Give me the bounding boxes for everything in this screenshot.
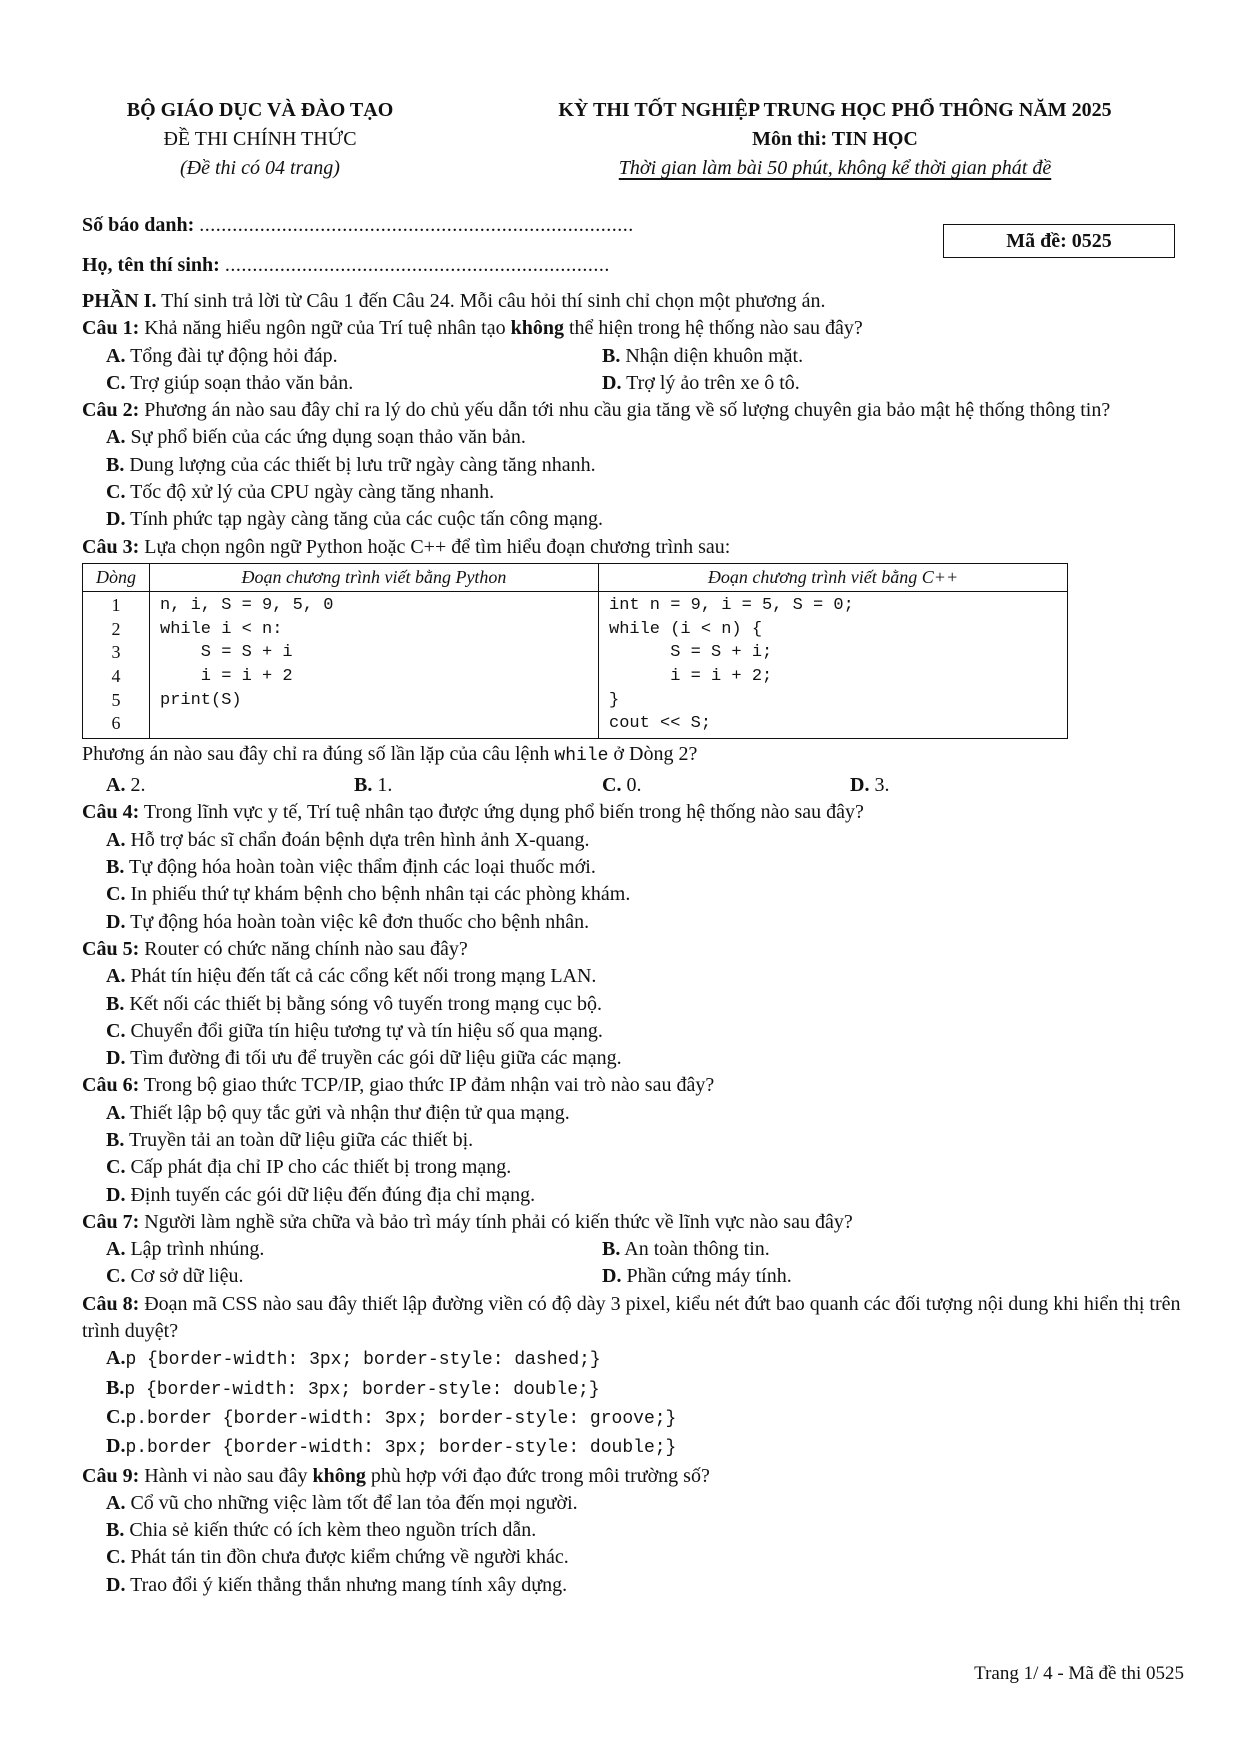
part1-label: PHẦN I.	[82, 290, 157, 312]
question-label: Câu 1:	[82, 317, 140, 340]
part1-text: Thí sinh trả lời từ Câu 1 đến Câu 24. Mỗi câu hỏi thí sinh chỉ chọn một phương án.	[156, 290, 826, 312]
option-c: C. Phát tán tin đồn chưa được kiểm chứng về người khác.	[106, 1546, 569, 1569]
ministry-name: BỘ GIÁO DỤC VÀ ĐÀO TẠO	[126, 99, 394, 121]
question-emphasis: không	[312, 1464, 366, 1487]
css-code: p.border {border-width: 3px; border-style: groove;}	[125, 1408, 677, 1429]
option-d: D. Tự động hóa hoàn toàn việc kê đơn thuốc cho bệnh nhân.	[106, 910, 590, 933]
option-b: B. Truyền tải an toàn dữ liệu giữa các thiết bị.	[106, 1128, 474, 1151]
option-a: A. Hỗ trợ bác sĩ chẩn đoán bệnh dựa trên hình ảnh X-quang.	[106, 828, 590, 851]
question-text: Khả năng hiểu ngôn ngữ của Trí tuệ nhân tạo	[139, 317, 511, 340]
option-a: A. Thiết lập bộ quy tắc gửi và nhận thư điện tử qua mạng.	[106, 1101, 570, 1124]
option-c: C. Chuyển đổi giữa tín hiệu tương tự và tín hiệu số qua mạng.	[106, 1019, 603, 1042]
table-header-row	[83, 563, 1068, 591]
question-3-options	[82, 772, 1182, 799]
option-c: C. In phiếu thứ tự khám bệnh cho bệnh nhân tại các phòng khám.	[106, 883, 631, 906]
option-d: D. Định tuyến các gói dữ liệu đến đúng địa chỉ mạng.	[106, 1183, 536, 1206]
option-a: A. Cổ vũ cho những việc làm tốt để lan tỏa đến mọi người.	[106, 1491, 578, 1514]
option-c: C. Cơ sở dữ liệu.	[106, 1265, 244, 1288]
question-label: Câu 6:	[82, 1074, 140, 1097]
option-b: B. An toàn thông tin.	[602, 1238, 770, 1261]
question-text: Phương án nào sau đây chỉ ra lý do chủ yếu dẫn tới nhu cầu gia tăng về số lượng chuyên gia bảo mật hệ thống thông tin?	[139, 399, 1111, 422]
option-b: B. Kết nối các thiết bị bằng sóng vô tuyến trong mạng cục bộ.	[106, 992, 603, 1015]
question-label: Câu 2:	[82, 399, 140, 422]
question-1-options	[82, 343, 1182, 370]
exam-title: KỲ THI TỐT NGHIỆP TRUNG HỌC PHỔ THÔNG NĂM 2025	[558, 99, 1112, 121]
option-a: A.p {border-width: 3px; border-style: dashed;}	[106, 1347, 601, 1371]
option-a: A. 2.	[106, 774, 146, 797]
candidate-name-label: Họ, tên thí sinh:	[82, 254, 225, 276]
option-c: C. 0.	[602, 774, 642, 797]
candidate-number-dots: ...............................................................................	[199, 214, 634, 236]
question-4	[82, 799, 1182, 826]
inline-code: while	[554, 745, 609, 766]
css-code: p {border-width: 3px; border-style: double;}	[124, 1379, 600, 1400]
option-b: B.p {border-width: 3px; border-style: double;}	[106, 1376, 600, 1400]
exam-code-box: Mã đề: 0525	[943, 224, 1175, 258]
question-text: Trong bộ giao thức TCP/IP, giao thức IP đảm nhận vai trò nào sau đây?	[139, 1074, 715, 1097]
option-b: B. Nhận diện khuôn mặt.	[602, 344, 804, 367]
question-1	[82, 315, 1182, 342]
option-b: B. Tự động hóa hoàn toàn việc thẩm định các loại thuốc mới.	[106, 856, 596, 879]
option-d: D. Phần cứng máy tính.	[602, 1265, 792, 1288]
option-a: A. Lập trình nhúng.	[106, 1238, 265, 1261]
question-text: Đoạn mã CSS nào sau đây thiết lập đường viền có độ dày 3 pixel, kiểu nét đứt bao quanh các đối tượng nội dung khi hiển thị trên trình duyệt?	[82, 1292, 1181, 1343]
question-label: Câu 3:	[82, 535, 140, 558]
option-c: C.p.border {border-width: 3px; border-style: groove;}	[106, 1405, 677, 1429]
question-text: phù hợp với đạo đức trong môi trường số?	[365, 1464, 710, 1487]
question-6	[82, 1072, 1182, 1099]
time-note: Thời gian làm bài 50 phút, không kể thời gian phát đề	[618, 157, 1052, 179]
program-table	[82, 563, 1068, 739]
question-1-options	[82, 370, 1182, 397]
question-text: Router có chức năng chính nào sau đây?	[139, 937, 468, 960]
question-8	[82, 1291, 1182, 1346]
css-code: p {border-width: 3px; border-style: dashed;}	[125, 1350, 601, 1371]
page-footer: Trang 1/ 4 - Mã đề thi 0525	[974, 1663, 1184, 1684]
pages-note: (Đề thi có 04 trang)	[180, 157, 340, 179]
candidate-number-field	[82, 214, 634, 237]
option-d: D. 3.	[850, 774, 890, 797]
option-d: D. Tính phức tạp ngày càng tăng của các cuộc tấn công mạng.	[106, 508, 603, 531]
option-d: D.p.border {border-width: 3px; border-style: double;}	[106, 1435, 677, 1459]
questions	[82, 288, 1182, 1599]
option-d: D. Trao đổi ý kiến thẳng thắn nhưng mang tính xây dựng.	[106, 1573, 568, 1596]
option-b: B. 1.	[354, 774, 393, 797]
question-label: Câu 8:	[82, 1292, 140, 1315]
header-left	[95, 96, 425, 183]
question-label: Câu 5:	[82, 937, 140, 960]
option-b: B. Chia sẻ kiến thức có ích kèm theo nguồn trích dẫn.	[106, 1519, 537, 1542]
column-header-python: Đoạn chương trình viết bằng Python	[150, 563, 599, 591]
question-text: Hành vi nào sau đây	[139, 1464, 313, 1487]
css-code: p.border {border-width: 3px; border-style: double;}	[125, 1438, 677, 1459]
option-a: A. Phát tín hiệu đến tất cả các cổng kết nối trong mạng LAN.	[106, 965, 597, 988]
question-3	[82, 534, 1182, 561]
option-c: C. Cấp phát địa chỉ IP cho các thiết bị trong mạng.	[106, 1156, 512, 1179]
option-d: D. Tìm đường đi tối ưu để truyền các gói dữ liệu giữa các mạng.	[106, 1047, 622, 1070]
question-3-prompt: Phương án nào sau đây chỉ ra đúng số lần lặp của câu lệnh while ở Dòng 2?	[82, 742, 698, 766]
line-numbers: 1 2 3 4 5 6	[83, 592, 150, 739]
question-emphasis: không	[510, 317, 564, 340]
question-2	[82, 397, 1182, 424]
option-a: A. Sự phổ biến của các ứng dụng soạn thảo văn bản.	[106, 426, 526, 449]
cpp-code: int n = 9, i = 5, S = 0; while (i < n) { S = S + i; i = i + 2; } cout << S;	[599, 592, 1068, 739]
question-label: Câu 4:	[82, 801, 140, 824]
question-text: Trong lĩnh vực y tế, Trí tuệ nhân tạo được ứng dụng phổ biến trong hệ thống nào sau đây?	[139, 801, 864, 824]
question-label: Câu 9:	[82, 1464, 140, 1487]
question-9	[82, 1463, 1182, 1490]
question-text: Lựa chọn ngôn ngữ Python hoặc C++ để tìm hiểu đoạn chương trình sau:	[139, 535, 731, 558]
option-b: B. Dung lượng của các thiết bị lưu trữ ngày càng tăng nhanh.	[106, 453, 596, 476]
option-d: D. Trợ lý ảo trên xe ô tô.	[602, 371, 800, 394]
question-7-options	[82, 1263, 1182, 1290]
option-c: C. Tốc độ xử lý của CPU ngày càng tăng nhanh.	[106, 481, 495, 504]
candidate-name-dots: ......................................................................	[224, 254, 610, 276]
python-code: n, i, S = 9, 5, 0 while i < n: S = S + i i = i + 2 print(S)	[150, 592, 599, 739]
candidate-name-field	[82, 254, 610, 277]
question-7	[82, 1209, 1182, 1236]
table-row	[83, 592, 1068, 739]
official-label: ĐỀ THI CHÍNH THỨC	[163, 128, 357, 150]
header-right	[505, 96, 1165, 183]
question-7-options	[82, 1236, 1182, 1263]
option-a: A. Tổng đài tự động hỏi đáp.	[106, 344, 338, 367]
question-text: Người làm nghề sửa chữa và bảo trì máy tính phải có kiến thức về lĩnh vực nào sau đây?	[139, 1210, 853, 1233]
part1-instructions	[82, 288, 1182, 315]
column-header-line: Dòng	[83, 563, 150, 591]
column-header-cpp: Đoạn chương trình viết bằng C++	[599, 563, 1068, 591]
candidate-number-label: Số báo danh:	[82, 214, 200, 236]
exam-subject: Môn thi: TIN HỌC	[752, 128, 918, 150]
question-text: thể hiện trong hệ thống nào sau đây?	[563, 317, 863, 340]
question-label: Câu 7:	[82, 1210, 140, 1233]
question-5	[82, 936, 1182, 963]
option-c: C. Trợ giúp soạn thảo văn bản.	[106, 371, 354, 394]
